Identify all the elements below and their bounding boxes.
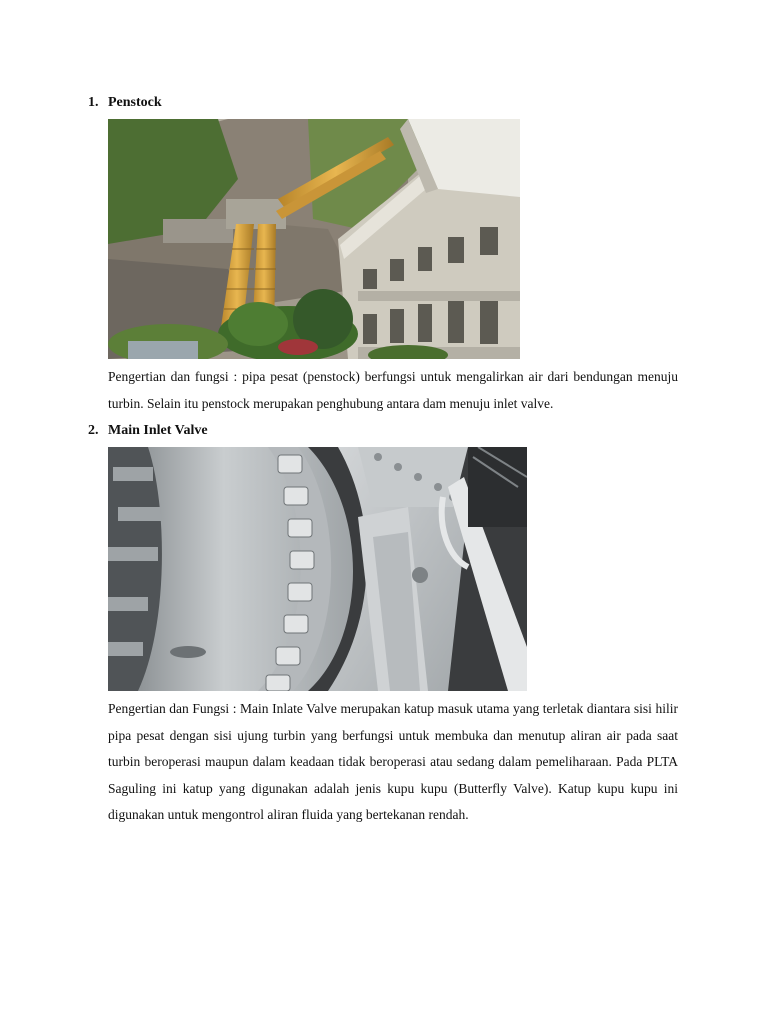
section-heading-main-inlet-valve <box>88 422 208 440</box>
section-number: 1. <box>88 95 99 110</box>
penstock-pipeline-photo-icon <box>108 119 520 359</box>
section-body-penstock: Pengertian dan fungsi : pipa pesat (penstock) berfungsi untuk mengalirkan air dari bendungan menuju turbin. Selain itu penstock merupakan penghubung antara dam menuju inlet valve. <box>108 369 678 411</box>
penstock-photo <box>108 119 520 359</box>
section-title: Penstock <box>108 95 162 110</box>
section-number: 2. <box>88 423 99 438</box>
section-body-main-inlet-valve: Pengertian dan Fungsi : Main Inlate Valve merupakan katup masuk utama yang terletak diantara sisi hilir pipa pesat dengan sisi ujung turbin yang berfungsi untuk membuka dan menutup aliran air pada saat turbin beroperasi maupun dalam keadaan tidak beroperasi atau sedang dalam pemeliharaan. Pada PLTA Saguling ini katup yang digunakan adalah jenis kupu kupu (Butterfly Valve). Katup kupu kupu ini digunakan untuk mengontrol aliran fluida yang bertekanan rendah. <box>108 701 678 823</box>
section-title: Main Inlet Valve <box>108 423 208 438</box>
butterfly-valve-photo-icon <box>108 447 527 691</box>
section-heading-penstock <box>88 94 162 112</box>
main-inlet-valve-photo <box>108 447 527 691</box>
